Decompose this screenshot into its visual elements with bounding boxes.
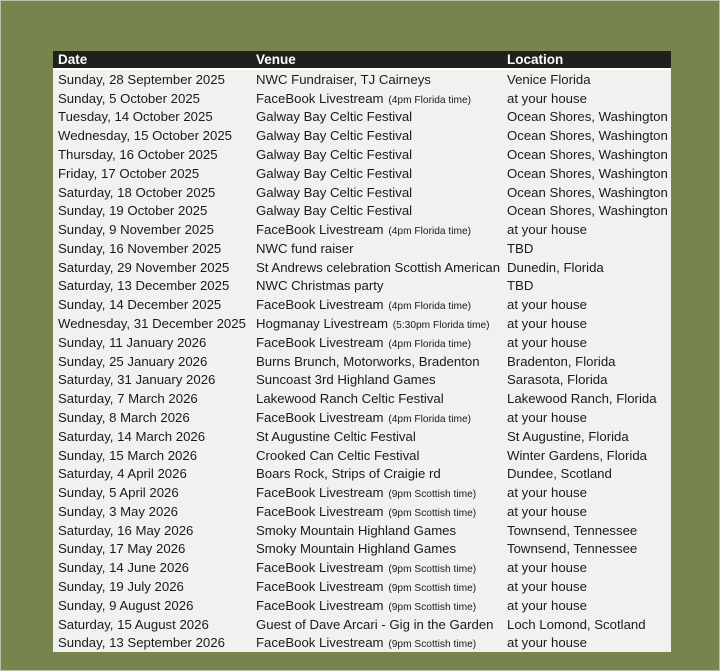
event-location: TBD	[507, 240, 534, 256]
event-location: at your house	[507, 597, 587, 613]
event-location: Ocean Shores, Washington	[507, 128, 668, 144]
table-row	[53, 314, 671, 333]
event-venue: Galway Bay Celtic Festival	[256, 128, 413, 144]
event-location: at your house	[507, 635, 587, 651]
event-venue: Smoky Mountain Highland Games	[256, 541, 457, 557]
event-location: Winter Gardens, Florida	[507, 447, 647, 463]
table-row	[53, 389, 671, 408]
event-venue: FaceBook Livestream (9pm Scottish time)	[256, 597, 477, 613]
table-row	[53, 371, 671, 390]
table-row	[53, 521, 671, 540]
table-row	[53, 295, 671, 314]
table-row	[53, 633, 671, 652]
event-date: Saturday, 7 March 2026	[58, 391, 198, 407]
event-location: Dunedin, Florida	[507, 259, 604, 275]
event-venue: FaceBook Livestream (4pm Florida time)	[256, 409, 472, 425]
event-venue-time-note: (9pm Scottish time)	[385, 582, 477, 594]
event-venue: Galway Bay Celtic Festival	[256, 184, 413, 200]
event-date: Saturday, 18 October 2025	[58, 184, 216, 200]
event-venue-time-note: (9pm Scottish time)	[385, 639, 477, 651]
event-venue: NWC Christmas party	[256, 278, 384, 294]
event-venue-time-note: (9pm Scottish time)	[385, 564, 477, 576]
event-venue: Guest of Dave Arcari - Gig in the Garden	[256, 616, 494, 632]
event-date: Saturday, 29 November 2025	[58, 259, 230, 275]
table-row	[53, 558, 671, 577]
event-date: Thursday, 16 October 2025	[58, 147, 218, 163]
event-date: Saturday, 16 May 2026	[58, 522, 194, 538]
event-date: Sunday, 17 May 2026	[58, 541, 186, 557]
event-venue: FaceBook Livestream (9pm Scottish time)	[256, 560, 477, 576]
table-row	[53, 502, 671, 521]
event-date: Sunday, 11 January 2026	[58, 334, 207, 350]
event-date: Sunday, 5 October 2025	[58, 90, 200, 106]
event-location: Townsend, Tennessee	[507, 522, 638, 538]
event-venue-time-note: (5:30pm Florida time)	[389, 320, 490, 332]
table-row	[53, 277, 671, 296]
event-date: Saturday, 15 August 2026	[58, 616, 209, 632]
event-location: at your house	[507, 297, 587, 313]
event-date: Saturday, 14 March 2026	[58, 428, 206, 444]
event-date: Sunday, 9 August 2026	[58, 597, 194, 613]
event-venue: NWC fund raiser	[256, 240, 354, 256]
event-date: Sunday, 19 July 2026	[58, 578, 184, 594]
table-body	[53, 70, 671, 652]
event-location: at your house	[507, 560, 587, 576]
event-venue-time-note: (4pm Florida time)	[385, 301, 472, 313]
event-date: Sunday, 14 December 2025	[58, 297, 222, 313]
event-location: at your house	[507, 90, 587, 106]
event-venue: Smoky Mountain Highland Games	[256, 522, 457, 538]
event-date: Saturday, 4 April 2026	[58, 466, 187, 482]
column-header-location: Location	[507, 52, 564, 67]
event-date: Sunday, 15 March 2026	[58, 447, 198, 463]
table-row	[53, 596, 671, 615]
table-row	[53, 89, 671, 108]
event-location: at your house	[507, 485, 587, 501]
event-venue: Galway Bay Celtic Festival	[256, 147, 413, 163]
event-date: Sunday, 8 March 2026	[58, 409, 190, 425]
event-location: at your house	[507, 334, 587, 350]
event-location: Townsend, Tennessee	[507, 541, 638, 557]
event-venue: FaceBook Livestream (4pm Florida time)	[256, 90, 472, 106]
event-venue-time-note: (4pm Florida time)	[385, 94, 472, 106]
table-row	[53, 201, 671, 220]
event-venue: Galway Bay Celtic Festival	[256, 109, 413, 125]
event-date: Sunday, 16 November 2025	[58, 240, 222, 256]
event-date: Friday, 17 October 2025	[58, 165, 200, 181]
table-row	[53, 483, 671, 502]
event-location: Ocean Shores, Washington	[507, 109, 668, 125]
event-date: Wednesday, 15 October 2025	[58, 128, 232, 144]
table-row	[53, 126, 671, 145]
event-venue: Boars Rock, Strips of Craigie rd	[256, 466, 441, 482]
event-location: Dundee, Scotland	[507, 466, 612, 482]
event-venue: NWC Fundraiser, TJ Cairneys	[256, 71, 431, 87]
table-row	[53, 258, 671, 277]
event-location: Ocean Shores, Washington	[507, 184, 668, 200]
event-date: Saturday, 13 December 2025	[58, 278, 230, 294]
column-header-date: Date	[58, 52, 88, 67]
event-date: Sunday, 28 September 2025	[58, 71, 225, 87]
event-venue: FaceBook Livestream (9pm Scottish time)	[256, 485, 477, 501]
event-date: Wednesday, 31 December 2025	[58, 316, 246, 332]
event-date: Sunday, 9 November 2025	[58, 222, 214, 238]
event-venue: St Andrews celebration Scottish American	[256, 259, 501, 275]
event-location: Venice Florida	[507, 71, 591, 87]
event-venue-time-note: (9pm Scottish time)	[385, 507, 477, 519]
table-row	[53, 108, 671, 127]
table-row	[53, 70, 671, 89]
event-location: Ocean Shores, Washington	[507, 147, 668, 163]
event-location: Lakewood Ranch, Florida	[507, 391, 657, 407]
event-date: Sunday, 3 May 2026	[58, 503, 178, 519]
event-venue: FaceBook Livestream (9pm Scottish time)	[256, 635, 477, 651]
table-row	[53, 408, 671, 427]
event-location: at your house	[507, 503, 587, 519]
table-row	[53, 446, 671, 465]
event-venue-time-note: (9pm Scottish time)	[385, 601, 477, 613]
event-location: Sarasota, Florida	[507, 372, 608, 388]
table-row	[53, 333, 671, 352]
event-date: Sunday, 19 October 2025	[58, 203, 208, 219]
table-row	[53, 427, 671, 446]
events-schedule-table	[53, 51, 671, 652]
event-venue: FaceBook Livestream (4pm Florida time)	[256, 222, 472, 238]
event-location: Ocean Shores, Washington	[507, 203, 668, 219]
event-location: Loch Lomond, Scotland	[507, 616, 646, 632]
event-location: TBD	[507, 278, 534, 294]
table-row	[53, 183, 671, 202]
event-venue: FaceBook Livestream (4pm Florida time)	[256, 334, 472, 350]
event-venue: Galway Bay Celtic Festival	[256, 165, 413, 181]
table-row	[53, 540, 671, 559]
event-venue: Suncoast 3rd Highland Games	[256, 372, 436, 388]
event-location: Ocean Shores, Washington	[507, 165, 668, 181]
event-venue-time-note: (4pm Florida time)	[385, 226, 472, 238]
column-header-venue: Venue	[256, 52, 296, 67]
event-venue: FaceBook Livestream (4pm Florida time)	[256, 297, 472, 313]
event-venue: Burns Brunch, Motorworks, Bradenton	[256, 353, 480, 369]
event-location: St Augustine, Florida	[507, 428, 629, 444]
event-date: Sunday, 13 September 2026	[58, 635, 225, 651]
event-venue: Hogmanay Livestream (5:30pm Florida time)	[256, 316, 490, 332]
table-row	[53, 615, 671, 634]
event-location: at your house	[507, 409, 587, 425]
event-date: Sunday, 14 June 2026	[58, 560, 190, 576]
event-venue-time-note: (4pm Florida time)	[385, 338, 472, 350]
event-venue: FaceBook Livestream (9pm Scottish time)	[256, 578, 477, 594]
event-venue: St Augustine Celtic Festival	[256, 428, 416, 444]
event-location: at your house	[507, 222, 587, 238]
event-venue-time-note: (9pm Scottish time)	[385, 489, 477, 501]
table-row	[53, 577, 671, 596]
event-date: Sunday, 25 January 2026	[58, 353, 208, 369]
table-row	[53, 145, 671, 164]
table-row	[53, 220, 671, 239]
event-location: at your house	[507, 578, 587, 594]
table-row	[53, 164, 671, 183]
event-venue: Crooked Can Celtic Festival	[256, 447, 420, 463]
event-venue: Lakewood Ranch Celtic Festival	[256, 391, 444, 407]
table-header-row	[53, 51, 671, 70]
event-location: Bradenton, Florida	[507, 353, 616, 369]
event-venue: FaceBook Livestream (9pm Scottish time)	[256, 503, 477, 519]
event-venue-time-note: (4pm Florida time)	[385, 413, 472, 425]
event-venue: Galway Bay Celtic Festival	[256, 203, 413, 219]
table-row	[53, 352, 671, 371]
table-row	[53, 464, 671, 483]
table-row	[53, 239, 671, 258]
event-date: Saturday, 31 January 2026	[58, 372, 216, 388]
event-location: at your house	[507, 316, 587, 332]
event-date: Sunday, 5 April 2026	[58, 485, 179, 501]
event-date: Tuesday, 14 October 2025	[58, 109, 213, 125]
